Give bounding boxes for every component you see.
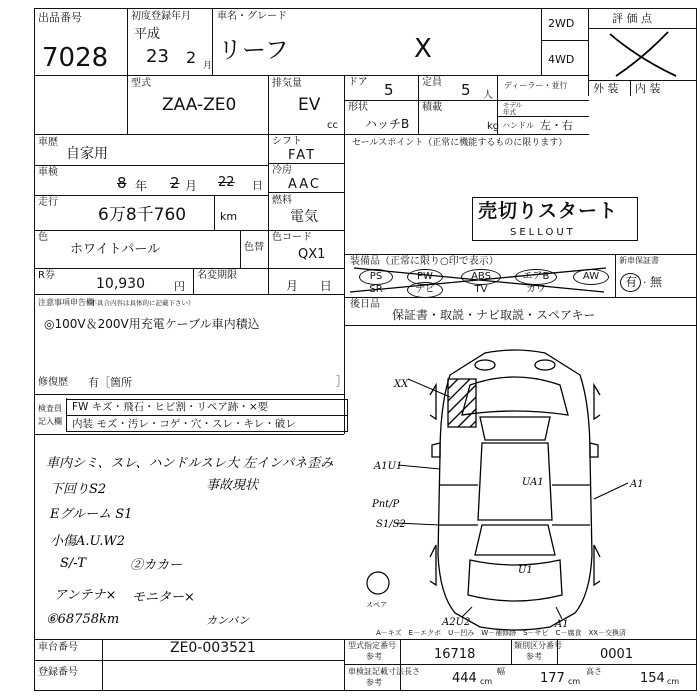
drive-2wd: 2WD [548,17,575,30]
capacity-unit: 人 [483,90,493,101]
divider [240,230,241,268]
certified-sub: 参考 [366,652,382,661]
diagram-legend: A－キズ E－エクボ U－凹み W－補修跡 S－サビ C－腐食 XX－交換済 [376,629,627,637]
sellout-stamp-subtext: SELLOUT [510,227,576,238]
divider [214,195,215,230]
inspection-year: 8 [117,174,127,192]
interior-label: 内 装 [635,82,661,95]
handwritten-line-9: モニター× [132,590,195,605]
shape-label: 形状 [348,102,368,113]
caution-text: ◎100V＆200V用充電ケーブル車内積込 [44,317,260,331]
divider [268,134,269,294]
equip-sr: SR [369,284,383,295]
divider [34,294,344,295]
lot-number: 7028 [42,43,109,73]
height-value: 154 [640,671,665,686]
inspection-day-unit: 日 [252,179,263,192]
divider [34,660,344,661]
sales-point-label: セールスポイント（正常に機能するものに限ります） [352,138,568,148]
divider [268,75,269,134]
lot-label: 出品番号 [38,11,82,24]
mark-s1s2: S1/S2 [376,519,406,530]
inspection-day: 22 [218,175,235,190]
warranty-label: 新車保証書 [619,256,659,265]
color-change-label: 色替 [244,242,264,253]
inspection-month-unit: 月 [185,179,198,193]
history-label: 車歴 [38,137,58,148]
dealer-label: ディーラー・並行 [504,81,568,90]
history-value: 自家用 [66,146,108,162]
mark-pnt: Pnt/P [372,499,400,510]
divider [268,163,344,164]
certified-value: 16718 [434,647,476,662]
handwritten-line-7: ②カカー [130,558,183,573]
warranty-yes-circle [620,273,641,292]
load-unit: kg [487,121,500,132]
handwritten-line-5: 小傷A.U.W2 [50,534,126,549]
category-sub: 参考 [526,652,542,661]
chassis-label: 車台番号 [38,642,78,653]
equip-abs: ABS [461,269,501,285]
displacement-unit: cc [327,120,338,131]
inspection-year-unit: 年 [135,179,148,193]
displacement-value: EV [298,95,321,115]
handwritten-line-8: アンテナ× [54,588,117,603]
equip-airbag: エアB [515,269,557,285]
handwritten-line-1: 車内シミ、スレ、ハンドルスレ大 左インパネ歪み [46,456,334,471]
handwritten-line-6: S/-T [60,556,86,571]
reg-label: 登録番号 [38,667,78,678]
divider [344,75,345,134]
shape-value: ハッチB [365,117,410,131]
category-value: 0001 [600,647,634,662]
handwritten-line-2: 下回りS2 [50,482,107,497]
score-label: 評 価 点 [612,12,652,25]
type-value: ZAA-ZE0 [162,95,237,115]
divider [400,639,401,691]
divider [615,254,616,297]
model-year-label: モデル 年式 [503,101,523,116]
equipment-strike-lines [344,262,614,296]
divider [193,268,194,294]
color-value: ホワイトパール [70,242,161,257]
category-label: 類別区分番号 [514,641,562,650]
model-label: 車名・グレード [217,11,287,22]
divider [541,8,542,75]
equip-navi: ナビ [407,282,443,298]
height-label: 高さ [586,667,602,676]
after-text: 保証書・取説・ナビ取説・スペアキー [392,308,596,322]
inspector-label-2: 記入欄 [38,417,62,426]
mileage-label: 走行 [38,197,58,208]
handle-value: 左・右 [540,119,573,132]
height-unit: cm [667,677,680,686]
equip-aw: AW [573,269,609,285]
first-reg-label: 初度登録年月 [131,11,191,22]
divider [497,116,589,117]
divider [127,8,128,134]
recycle-label: R券 [38,270,55,281]
after-label: 後日品 [350,299,380,310]
divider [34,394,344,395]
size-label: 車検証記載寸法 [348,667,404,676]
type-label: 型式 [131,78,151,89]
fuel-label: 燃料 [272,195,292,206]
divider [212,8,213,75]
inspector-label-1: 検査員 [38,404,62,413]
car-diagram [366,345,644,635]
divider [418,75,419,134]
sellout-stamp-text: 売切りスタート [478,200,619,222]
shift-label: シフト [272,136,302,147]
aircon-value: AAC [288,177,321,192]
capacity-value: 5 [461,81,471,99]
mark-a1-right: A1 [630,479,644,490]
first-reg-year: 23 [146,46,169,67]
divider [34,134,589,135]
handwritten-line-10: ⑥68758km [46,612,120,627]
mileage-unit: km [220,210,238,223]
divider [344,100,589,101]
divider [344,664,697,665]
divider [344,254,697,255]
color-code-value: QX1 [298,247,326,262]
divider [34,195,268,196]
certified-label: 型式指定番号 [348,641,396,650]
handle-label: ハンドル [502,121,534,130]
equip-tv: TV [474,284,488,295]
mark-a1u1: A1U1 [374,461,403,472]
divider [268,192,344,193]
divider [34,268,344,269]
grade: X [414,34,432,64]
equip-ps: PS [359,269,393,285]
divider [34,165,268,166]
load-label: 積載 [422,102,442,113]
name-change-label: 名変期限 [197,270,237,281]
inspection-label: 車検 [38,167,58,178]
name-change-unit: 月 日 [286,279,332,293]
divider [588,80,697,81]
handwritten-line-11: カンバン [206,614,250,627]
inspection-month: 2 [170,174,180,192]
drive-4wd: 4WD [548,53,575,66]
length-unit: cm [480,677,493,686]
repair-label: 修復歴 [38,377,68,388]
mark-ua1: UA1 [522,477,544,488]
width-label: 幅 [497,667,505,676]
inspector-row-2: 内装 モズ・汚レ・コゲ・穴・スレ・キレ・破レ [72,418,296,430]
caution-sub: （不具合内容は具体的に記載下さい） [84,299,195,307]
spare-label: スペア [366,601,387,609]
repair-close: ］ [336,375,347,388]
era: 平成 [134,27,161,42]
capacity-label: 定員 [422,77,442,88]
divider [66,415,348,416]
mark-a2u2: A2U2 [442,617,471,628]
car-name: リーフ [218,36,289,64]
divider [34,434,344,435]
divider [34,75,589,76]
warranty-no: 無 [650,275,663,289]
color-code-label: 色コード [272,232,312,243]
aircon-label: 冷房 [272,165,292,176]
divider [102,639,103,691]
displacement-label: 排気量 [272,78,302,89]
inspector-row-1: FW キズ・飛石・ヒビ割・リペア跡・×要 [72,401,269,413]
length-label: 長さ [404,667,420,676]
equip-pw: PW [407,269,443,285]
mileage-value: 6万8千760 [98,205,187,225]
divider [630,80,631,96]
chassis-value: ZE0-003521 [170,640,256,656]
recycle-unit: 円 [174,280,185,293]
first-reg-month: 2 [186,48,197,67]
warranty-separator: · [643,276,647,289]
exterior-label: 外 装 [593,82,619,95]
divider [541,40,588,41]
month-unit: 月 [203,61,213,71]
warranty-yes: 有 [625,275,638,289]
color-label: 色 [38,232,48,243]
doors-value: 5 [384,81,394,99]
handwritten-line-3: 事故現状 [206,478,259,493]
divider [344,297,697,298]
repair-value: 有［箇所 [88,376,132,389]
length-value: 444 [452,671,477,686]
divider [511,639,512,664]
recycle-value: 10,930 [96,276,145,292]
handwritten-line-4: Eグルーム S1 [50,507,133,522]
mark-xx: XX [394,379,409,390]
mark-u1: U1 [518,565,533,576]
width-value: 177 [540,671,565,686]
shift-value: FAT [288,148,317,163]
width-unit: cm [568,677,581,686]
divider [344,639,345,691]
score-cross-mark [588,28,697,80]
divider [344,325,697,326]
divider [34,230,344,231]
caution-label: 注意事項申告欄 [38,298,94,307]
fuel-value: 電気 [290,209,318,225]
equipment-label: 装備品（正常に限り○印で表示） [350,256,499,267]
size-sub: 参考 [366,678,382,687]
doors-label: ドア [348,77,368,88]
mark-a1-rear: A1 [555,619,569,630]
divider [34,639,697,640]
equip-leather: カワ [526,284,546,295]
